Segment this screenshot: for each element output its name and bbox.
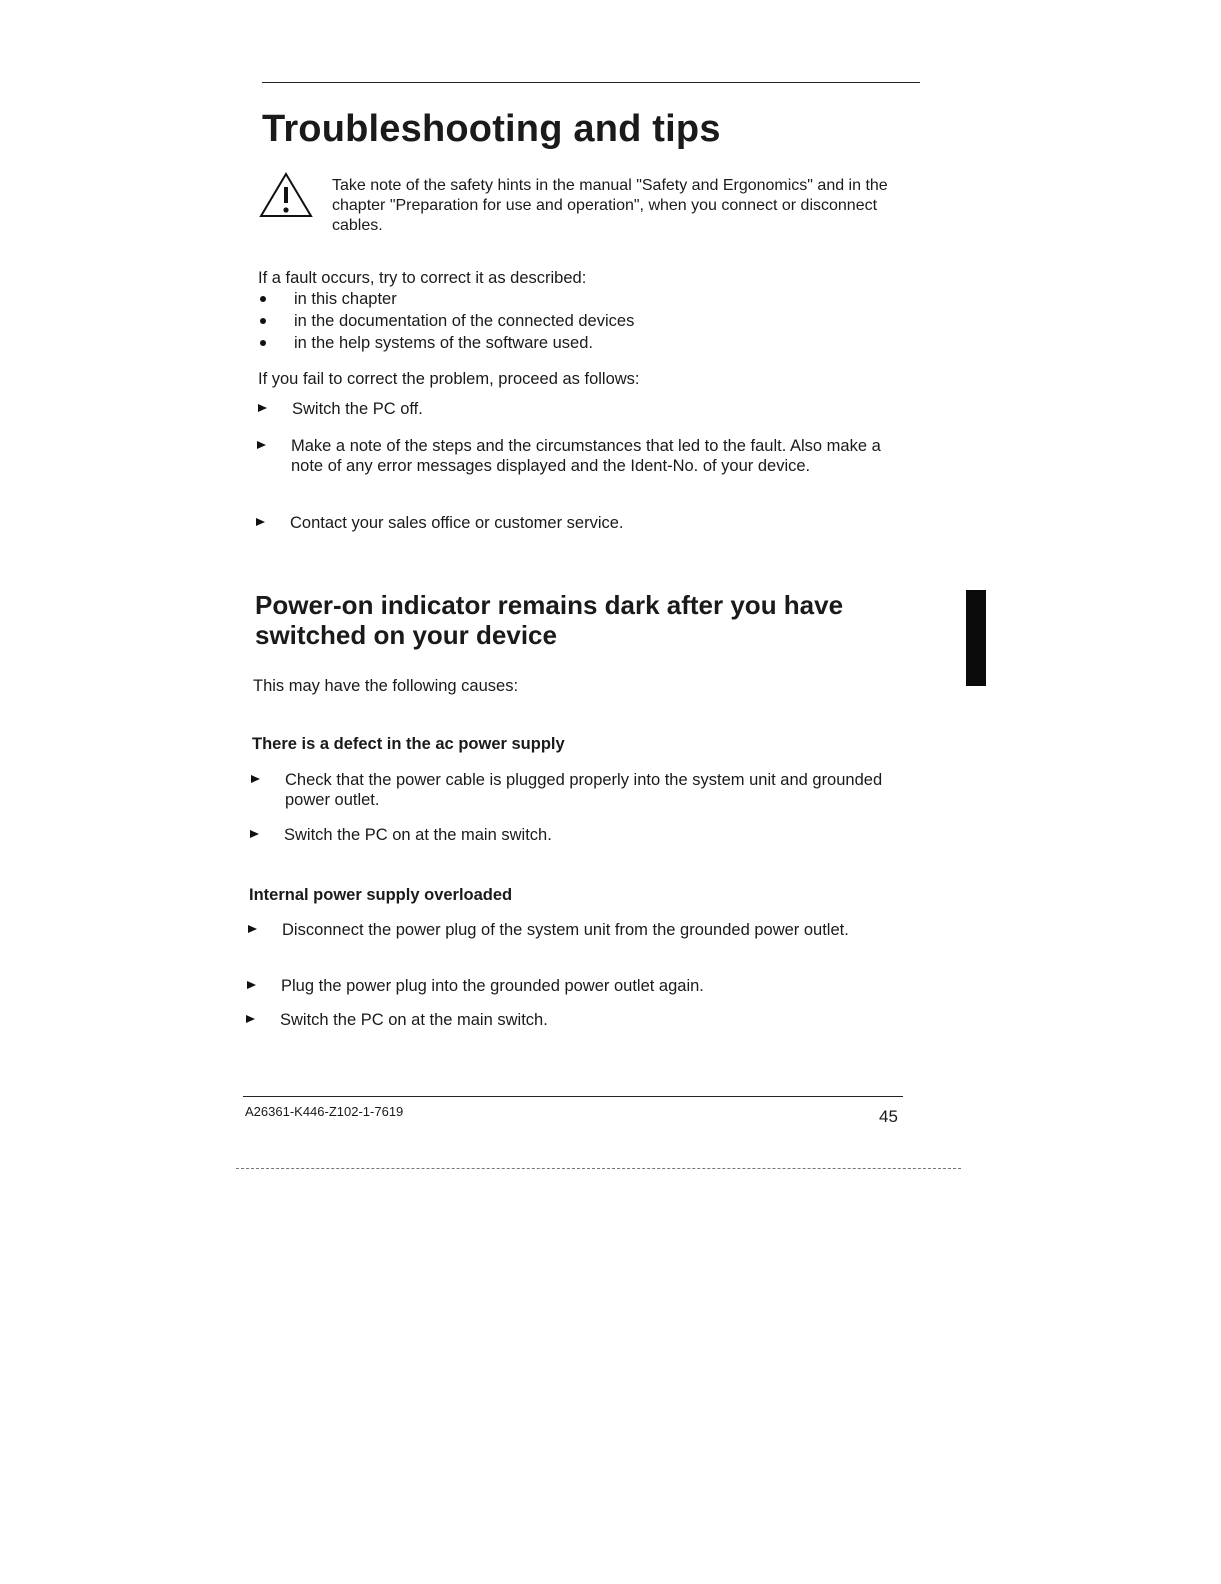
section-heading: Power-on indicator remains dark after you have switched on your device bbox=[255, 590, 844, 650]
step-item: Plug the power plug into the grounded power outlet again. bbox=[247, 976, 887, 996]
list-item: in the help systems of the software used. bbox=[258, 332, 634, 354]
arrow-bullet-icon bbox=[258, 404, 267, 412]
page-title: Troubleshooting and tips bbox=[262, 108, 721, 150]
list-item: in the documentation of the connected devices bbox=[258, 310, 634, 332]
fail-intro-text: If you fail to correct the problem, proceed as follows: bbox=[258, 370, 640, 388]
arrow-bullet-icon bbox=[247, 981, 256, 989]
scan-edge-line bbox=[236, 1168, 961, 1169]
step-item: Make a note of the steps and the circumstances that led to the fault. Also make a note of any error messages displayed and the Ident-No. of your device. bbox=[257, 436, 897, 476]
arrow-bullet-icon bbox=[251, 775, 260, 783]
list-item: in this chapter bbox=[258, 288, 634, 310]
intro-text: If a fault occurs, try to correct it as described: bbox=[258, 269, 587, 287]
cause-heading: Internal power supply overloaded bbox=[249, 886, 513, 904]
warning-triangle-icon bbox=[259, 172, 313, 218]
arrow-bullet-icon bbox=[256, 518, 265, 526]
top-rule bbox=[262, 82, 920, 83]
step-item: Contact your sales office or customer service. bbox=[256, 513, 896, 533]
cause-heading: There is a defect in the ac power supply bbox=[252, 735, 565, 753]
step-item: Disconnect the power plug of the system unit from the grounded power outlet. bbox=[248, 920, 888, 940]
page-number: 45 bbox=[879, 1107, 898, 1126]
arrow-bullet-icon bbox=[248, 925, 257, 933]
step-item: Switch the PC on at the main switch. bbox=[246, 1010, 886, 1030]
arrow-bullet-icon bbox=[250, 830, 259, 838]
arrow-bullet-icon bbox=[246, 1015, 255, 1023]
warning-text: Take note of the safety hints in the manual "Safety and Ergonomics" and in the chapter "Preparation for use and operation", when you connect or disconnect cables. bbox=[332, 177, 888, 234]
arrow-bullet-icon bbox=[257, 441, 266, 449]
footer-rule bbox=[243, 1096, 903, 1097]
step-item: Check that the power cable is plugged properly into the system unit and grounded power outlet. bbox=[251, 770, 891, 810]
section-intro: This may have the following causes: bbox=[253, 677, 519, 695]
step-item: Switch the PC on at the main switch. bbox=[250, 825, 890, 845]
step-item: Switch the PC off. bbox=[258, 399, 898, 419]
chapter-tab-marker bbox=[966, 590, 986, 686]
fault-source-list bbox=[258, 288, 634, 354]
document-code: A26361-K446-Z102-1-7619 bbox=[245, 1104, 404, 1119]
